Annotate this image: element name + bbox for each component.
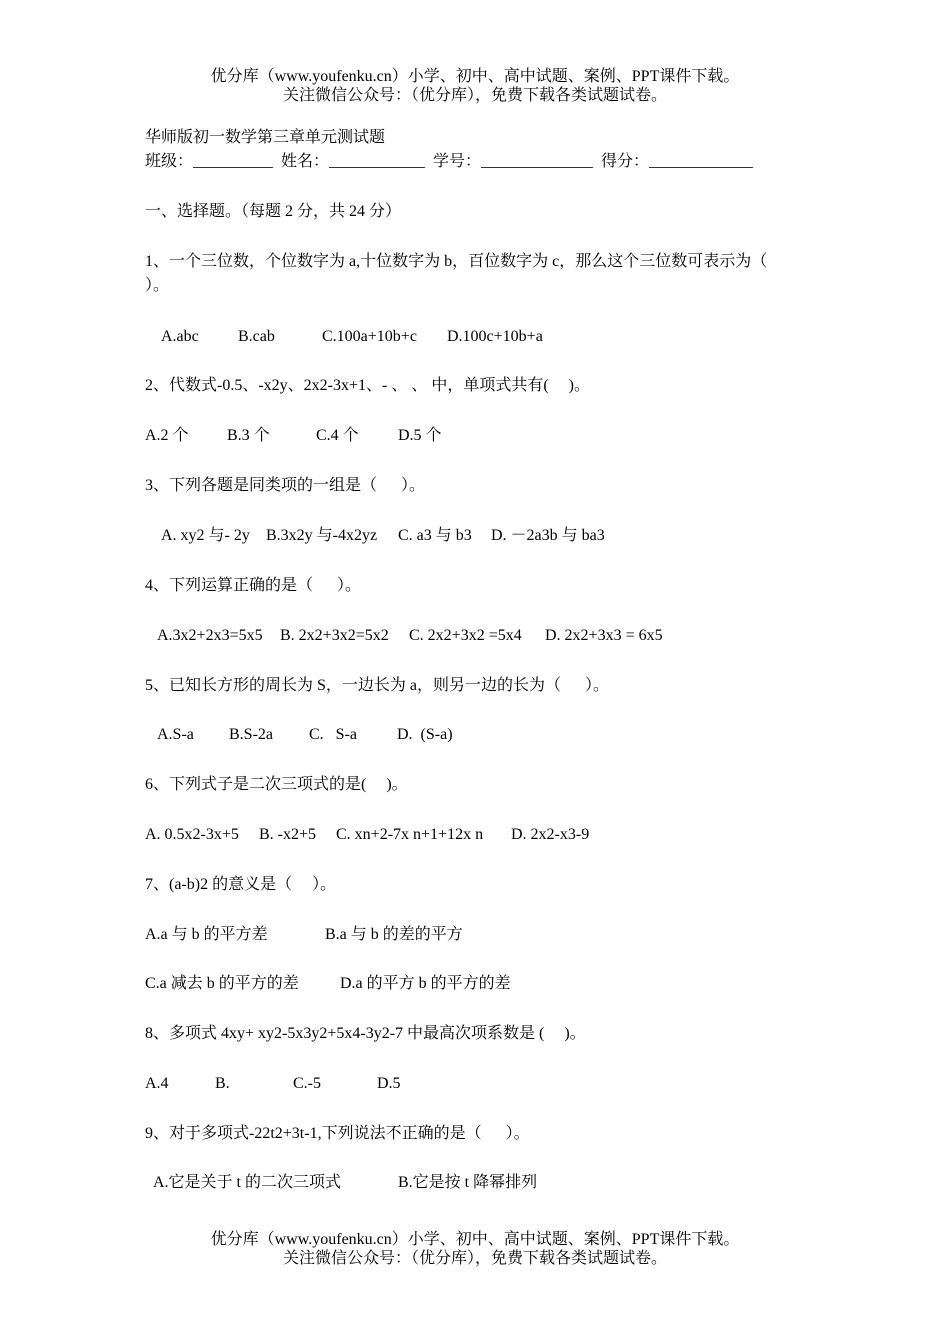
section-title: 一、选择题。（每题 2 分，共 24 分） [145, 203, 402, 220]
student-info-line: 班级：__________ 姓名：____________ 学号：______________ 得分：_____________ [145, 153, 754, 170]
q6-option-a: A. 0.5x2-3x+5 [145, 826, 239, 843]
q4-option-b: B. 2x2+3x2=5x2 [280, 627, 389, 644]
q8-option-d: D.5 [377, 1075, 401, 1092]
question-7: 7、(a-b)2 的意义是（ ）。 [145, 876, 337, 893]
q5-option-c: C. S-a [309, 726, 357, 743]
q2-option-c: C.4 个 [316, 427, 359, 444]
question-9: 9、对于多项式-22t2+3t-1,下列说法不正确的是（ ）。 [145, 1125, 530, 1142]
question-4: 4、下列运算正确的是（ ）。 [145, 577, 362, 594]
q5-option-d: D. (S-a) [397, 726, 453, 743]
q8-option-c: C.-5 [293, 1075, 321, 1092]
q3-option-d: D. －2a3b 与 ba3 [491, 527, 605, 544]
q7-option-d: D.a 的平方 b 的平方的差 [340, 975, 511, 992]
q4-option-d: D. 2x2+3x3 = 6x5 [545, 627, 663, 644]
question-5: 5、已知长方形的周长为 S，一边长为 a，则另一边的长为（ ）。 [145, 677, 610, 694]
q6-option-d: D. 2x2-x3-9 [511, 826, 590, 843]
q8-option-a: A.4 [145, 1075, 169, 1092]
footer-line-2: 关注微信公众号：（优分库），免费下载各类试题试卷。 [282, 1250, 667, 1267]
question-1: 1、一个三位数，个位数字为 a,十位数字为 b，百位数字为 c，那么这个三位数可表示为（ [145, 253, 768, 270]
question-1-cont: ）。 [145, 277, 170, 294]
q5-option-a: A.S-a [157, 726, 194, 743]
q8-option-b: B. [215, 1075, 230, 1092]
question-6: 6、下列式子是二次三项式的是( )。 [145, 776, 408, 793]
q9-option-a: A.它是关于 t 的二次三项式 [153, 1174, 342, 1191]
q7-option-b: B.a 与 b 的差的平方 [325, 926, 463, 943]
question-8: 8、多项式 4xy+ xy2-5x3y2+5x4-3y2-7 中最高次项系数是 ( )。 [145, 1025, 586, 1042]
q7-option-a: A.a 与 b 的平方差 [145, 926, 268, 943]
q1-option-d: D.100c+10b+a [447, 328, 543, 345]
q4-option-a: A.3x2+2x3=5x5 [157, 627, 263, 644]
q3-option-a: A. xy2 与- 2y [161, 527, 250, 544]
question-2: 2、代数式-0.5、-x2y、2x2-3x+1、- 、 、 中，单项式共有( )。 [145, 377, 590, 394]
document-title: 华师版初一数学第三章单元测试题 [145, 129, 386, 146]
q3-option-b: B.3x2y 与-4x2yz [266, 527, 378, 544]
header-line-2: 关注微信公众号：（优分库），免费下载各类试题试卷。 [282, 87, 667, 104]
q2-option-d: D.5 个 [398, 427, 442, 444]
q2-option-a: A.2 个 [145, 427, 189, 444]
q2-option-b: B.3 个 [227, 427, 270, 444]
q5-option-b: B.S-2a [229, 726, 273, 743]
q1-option-b: B.cab [238, 328, 275, 345]
q4-option-c: C. 2x2+3x2 =5x4 [409, 627, 522, 644]
header-line-1: 优分库（www.youfenku.cn）小学、初中、高中试题、案例、PPT课件下载。 [210, 68, 740, 85]
q3-option-c: C. a3 与 b3 [398, 527, 472, 544]
footer-line-1: 优分库（www.youfenku.cn）小学、初中、高中试题、案例、PPT课件下载。 [210, 1231, 740, 1248]
question-3: 3、下列各题是同类项的一组是（ ）。 [145, 477, 426, 494]
q6-option-b: B. -x2+5 [259, 826, 317, 843]
q7-option-c: C.a 减去 b 的平方的差 [145, 975, 299, 992]
q1-option-c: C.100a+10b+c [322, 328, 417, 345]
q1-option-a: A.abc [161, 328, 199, 345]
q6-option-c: C. xn+2-7x n+1+12x n [336, 826, 484, 843]
q9-option-b: B.它是按 t 降幂排列 [398, 1174, 538, 1191]
